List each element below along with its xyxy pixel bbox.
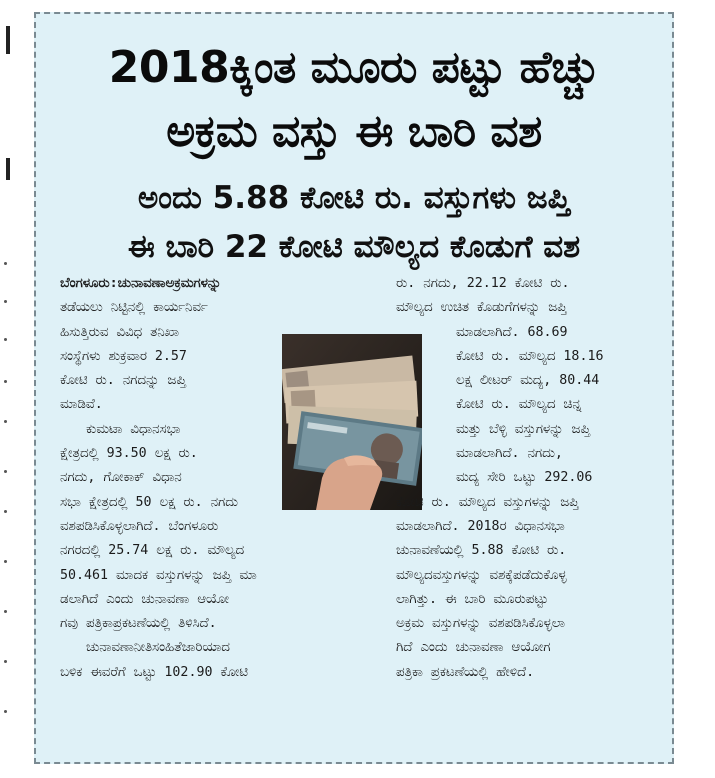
body-line: ಮಾಡಿವೆ. xyxy=(60,397,103,413)
body-line: ಕೋಟಿ ರು. ನಗದನ್ನು ಜಪ್ತಿ xyxy=(60,373,186,389)
body-line: ತಡೆಯಲು ನಿಟ್ಟಿನಲ್ಲಿ ಕಾರ್ಯನಿರ್ವ xyxy=(60,300,208,316)
edge-dot xyxy=(4,470,7,473)
body-line: ಪತ್ರಿಕಾ ಪ್ರಕಟಣೆಯಲ್ಲಿ ಹೇಳಿದೆ. xyxy=(396,664,535,680)
body-line: ಮದ್ಯ ಸೇರಿ ಒಟ್ಟು 292.06 xyxy=(456,470,593,486)
body-line: ಕುಮಟಾ ವಿಧಾನಸಭಾ xyxy=(86,421,181,437)
right-column xyxy=(396,272,652,685)
edge-dot xyxy=(4,380,7,383)
body-line: ವಶಪಡಿಸಿಕೊಳ್ಳಲಾಗಿದೆ. ಬೆಂಗಳೂರು xyxy=(60,518,219,534)
adjacent-page-edge xyxy=(0,0,32,778)
body-line: ಸಂಸ್ಥೆಗಳು ಶುಕ್ರವಾರ 2.57 xyxy=(60,348,187,364)
headline-line-2: ಅಕ್ರಮ ವಸ್ತು ಈ ಬಾರಿ ವಶ xyxy=(166,106,542,157)
edge-dot xyxy=(4,420,7,423)
edge-dot xyxy=(4,560,7,563)
body-line: ಮತ್ತು ಬೆಳ್ಳಿ ವಸ್ತುಗಳನ್ನು ಜಪ್ತಿ xyxy=(456,421,591,437)
body-line: ನಗರದಲ್ಲಿ 25.74 ಲಕ್ಷ ರು. ಮೌಲ್ಯದ xyxy=(60,543,245,559)
body-line: ಮೌಲ್ಯದವಸ್ತುಗಳನ್ನು ವಶಕ್ಕೆಪಡೆದುಕೊಳ್ಳ xyxy=(396,567,567,583)
headline-line-1: 2018ಕ್ಕಿಂತ ಮೂರು ಪಟ್ಟು ಹೆಚ್ಚು xyxy=(108,42,600,93)
body-line: ಕೋಟಿ ರು. ಮೌಲ್ಯದ ಚಿನ್ನ xyxy=(456,397,582,413)
body-line: ನಗದು, ಗೋಕಾಕ್ ವಿಧಾನ xyxy=(60,470,182,486)
body-line: ಕ್ಷೇತ್ರದಲ್ಲಿ 93.50 ಲಕ್ಷ ರು. xyxy=(60,446,198,462)
subheadline-line-1: ಅಂದು 5.88 ಕೋಟಿ ರು. ವಸ್ತುಗಳು ಜಪ್ತಿ xyxy=(137,180,571,216)
edge-dot xyxy=(4,262,7,265)
body-line: 50.461 ಮಾದಕ ವಸ್ತುಗಳನ್ನು ಜಪ್ತಿ ಮಾ xyxy=(60,567,257,583)
body-line: ಬಳಿಕ ಈವರೆಗೆ ಒಟ್ಟು 102.90 ಕೋಟಿ xyxy=(60,664,248,680)
body-line: ಚುನಾವಣೆಯಲ್ಲಿ 5.88 ಕೋಟಿ ರು. xyxy=(396,543,567,559)
edge-dot xyxy=(4,610,7,613)
subheadline-line-2: ಈ ಬಾರಿ 22 ಕೋಟಿ ಮೌಲ್ಯದ ಕೊಡುಗೆ ವಶ xyxy=(127,229,581,265)
body-line: ಮಾಡಲಾಗಿದೆ. ನಗದು, xyxy=(456,446,563,462)
body-line: ಗವು ಪತ್ರಿಕಾಪ್ರಕಟಣೆಯಲ್ಲಿ ತಿಳಿಸಿದೆ. xyxy=(60,616,217,632)
body-line: ಹಿಸುತ್ತಿರುವ ವಿವಿಧ ತನಿಖಾ xyxy=(60,324,179,340)
edge-dot xyxy=(4,338,7,341)
body-line: ಕೋಟಿ ರು. ಮೌಲ್ಯದ ವಸ್ತುಗಳನ್ನು ಜಪ್ತಿ xyxy=(396,494,579,510)
edge-dot xyxy=(4,660,7,663)
body-line: ರು. ನಗದು, 22.12 ಕೋಟಿ ರು. xyxy=(396,276,570,291)
body-line: ಚುನಾವಣಾನೀತಿಸಂಹಿತೆಜಾರಿಯಾದ xyxy=(86,640,230,656)
body-line: ಬೆಂಗಳೂರು:ಚುನಾವಣಾಅಕ್ರಮಗಳನ್ನು xyxy=(60,276,222,291)
edge-mark xyxy=(6,26,10,54)
body-line: ಮಾಡಲಾಗಿದೆ. 68.69 xyxy=(456,324,568,340)
edge-dot xyxy=(4,300,7,303)
edge-mark xyxy=(6,158,10,180)
body-line: ಮಾಡಲಾಗಿದೆ. 2018ರ ವಿಧಾನಸಭಾ xyxy=(396,518,565,534)
edge-dot xyxy=(4,710,7,713)
body-line: ಲಾಗಿತ್ತು. ಈ ಬಾರಿ ಮೂರುಪಟ್ಟು xyxy=(396,591,549,607)
edge-dot xyxy=(4,510,7,513)
body-line: ಗಿದೆ ಎಂದು ಚುನಾವಣಾ ಆಯೋಗ xyxy=(396,640,551,656)
body-line: ಡಲಾಗಿದೆ ಎಂದು ಚುನಾವಣಾ ಆಯೋ xyxy=(60,591,229,607)
news-clipping xyxy=(34,12,674,764)
body-line: ಕೋಟಿ ರು. ಮೌಲ್ಯದ 18.16 xyxy=(456,348,604,364)
body-line: ಮೌಲ್ಯದ ಉಚಿತ ಕೊಡುಗೆಗಳನ್ನು ಜಪ್ತಿ xyxy=(396,300,567,316)
body-line: ಅಕ್ರಮ ವಸ್ತುಗಳನ್ನು ವಶಪಡಿಸಿಕೊಳ್ಳಲಾ xyxy=(396,616,565,632)
body-line: ಲಕ್ಷ ಲೀಟರ್ ಮದ್ಯ, 80.44 xyxy=(456,373,600,389)
body-line: ಸಭಾ ಕ್ಷೇತ್ರದಲ್ಲಿ 50 ಲಕ್ಷ ರು. ನಗದು xyxy=(60,494,239,510)
